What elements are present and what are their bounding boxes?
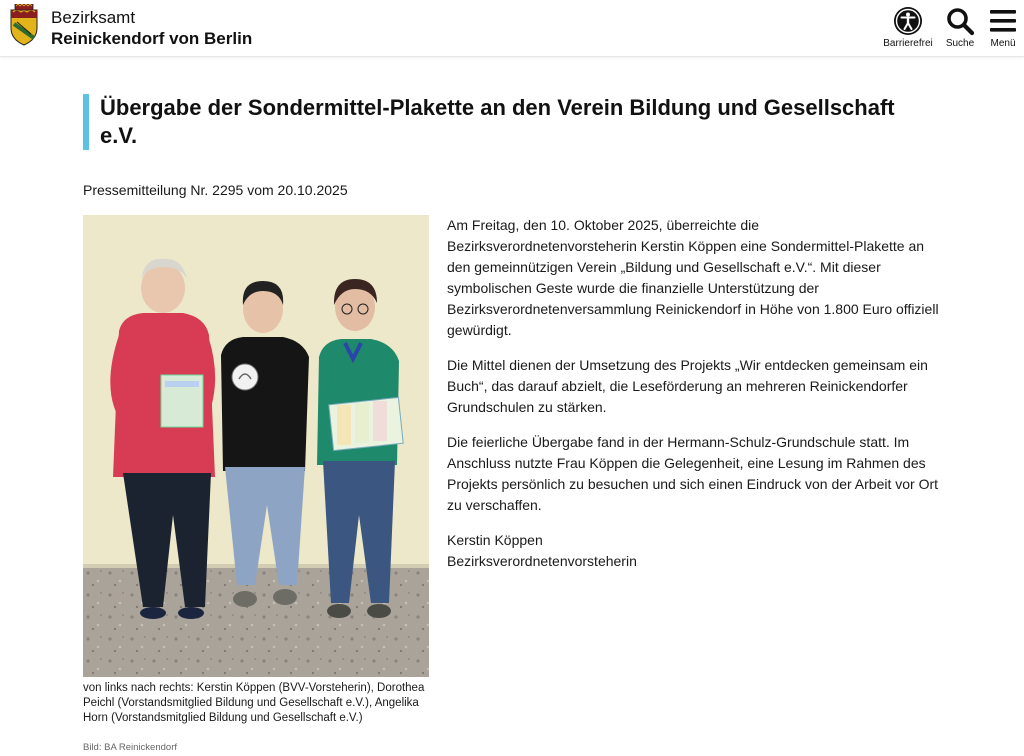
article-paragraph: Die Mittel dienen der Umsetzung des Projekts „Wir entdecken gemeinsam ein Buch“, das darauf abzielt, die Leseförderung an mehreren Reinickendorfer Grundschulen zu stärken.: [447, 357, 928, 415]
signature-name: Kerstin Köppen: [447, 532, 543, 548]
page-title: Übergabe der Sondermittel-Plakette an den Verein Bildung und Gesellschaft e.V.: [100, 95, 895, 148]
article-title-block: [83, 94, 900, 150]
site-brand[interactable]: [51, 7, 252, 49]
search-icon: [940, 6, 980, 36]
brand-line1: Bezirksamt: [51, 8, 136, 27]
article-body: [447, 215, 947, 586]
coat-of-arms-icon[interactable]: [9, 4, 39, 46]
accessibility-label: Barrierefrei: [883, 38, 933, 49]
accessibility-button[interactable]: [881, 6, 935, 49]
hamburger-menu-icon: [984, 6, 1022, 36]
accessibility-icon: [881, 6, 935, 36]
site-header: [0, 0, 1024, 57]
search-label: Suche: [945, 38, 975, 49]
image-credit: Bild: BA Reinickendorf: [83, 742, 177, 753]
press-release-number: Pressemitteilung Nr. 2295 vom 20.10.2025: [83, 182, 348, 198]
menu-label: Menü: [990, 38, 1016, 49]
article-paragraph: Am Freitag, den 10. Oktober 2025, überreichte die Bezirksverordnetenvorsteherin Kerstin Köppen eine Sondermittel-Plakette an den gemeinnützigen Verein „Bildung und Gesellschaft e.V.“. Mit dieser symbolischen Geste wurde die finanzielle Unterstützung der Bezirksverordnetenversammlung Reinickendorf in Höhe von 1.800 Euro offiziell gewürdigt.: [447, 217, 939, 338]
search-button[interactable]: [940, 6, 980, 49]
image-caption: von links nach rechts: Kerstin Köppen (BVV-Vorsteherin), Dorothea Peichl (Vorstandsmitglied Bildung und Gesellschaft e.V.), Angelika Horn (Vorstandsmitglied Bildung und Gesellschaft e.V.): [83, 682, 425, 724]
menu-button[interactable]: [984, 6, 1022, 49]
article-paragraph: Die feierliche Übergabe fand in der Hermann-Schulz-Grundschule statt. Im Anschluss nutzte Frau Köppen die Gelegenheit, eine Lesung im Rahmen des Projekts persönlich zu besuchen und sich einen Eindruck von der Arbeit vor Ort zu verschaffen.: [447, 434, 939, 513]
article-signature: [447, 530, 947, 572]
brand-line2: Reinickendorf von Berlin: [51, 29, 253, 48]
article-photo[interactable]: [83, 215, 429, 677]
signature-role: Bezirksverordnetenvorsteherin: [447, 553, 637, 569]
